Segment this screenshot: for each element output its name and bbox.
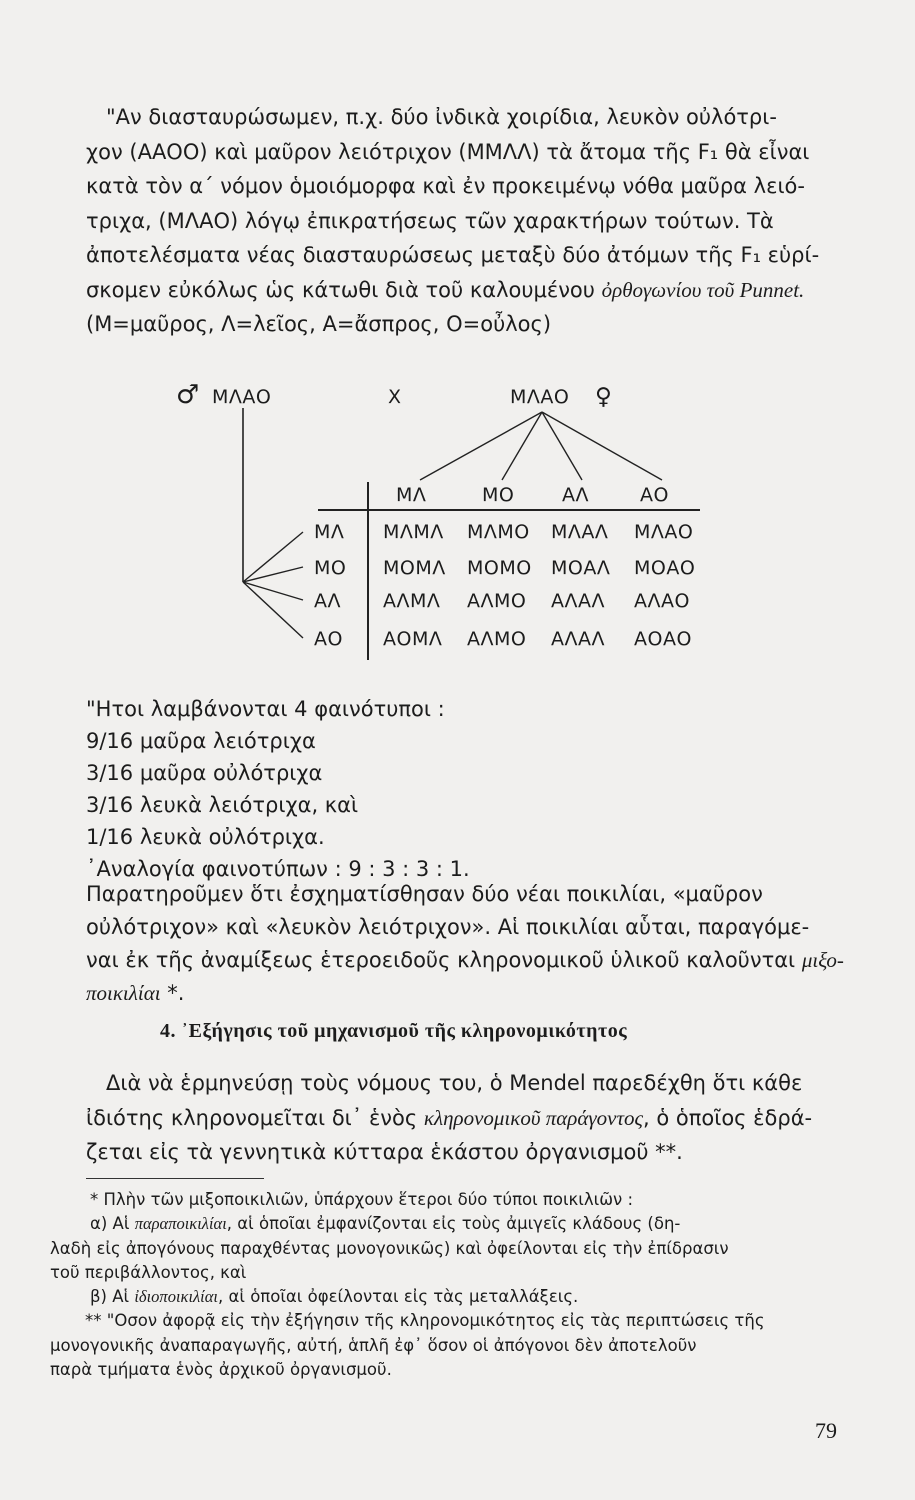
row-gamete: ΑΛ — [314, 590, 341, 612]
footnote-line: * Πλὴν τῶν μιξοποικιλιῶν, ὑπάρχουν ἕτεροι δύο τύποι ποικιλιῶν : — [90, 1190, 634, 1209]
text-line: χον (ΑΑΟΟ) καὶ μαῦρον λειότριχον (ΜΜΛΛ) τὰ ἄτομα τῆς F₁ θὰ εἶναι — [86, 139, 810, 164]
phenotype-results — [86, 693, 470, 885]
row-gamete: ΑΟ — [314, 628, 343, 650]
column-gamete: ΑΟ — [640, 484, 669, 506]
text-fragment: ναι ἐκ τῆς ἀναμίξεως ἑτεροειδοῦς κληρονομικοῦ ὑλικοῦ καλοῦνται — [86, 948, 796, 972]
result-item: 3/16 μαῦρα οὐλότριχα — [86, 761, 323, 785]
punnett-cell: ΜΟΑΟ — [634, 557, 696, 579]
text-line — [86, 273, 846, 308]
punnett-lines — [0, 360, 915, 680]
punnett-cell: ΜΟΑΛ — [551, 557, 611, 579]
punnett-cell: ΑΛΑΟ — [634, 590, 690, 612]
text-fragment: , αἱ ὁποῖαι ὀφείλονται εἰς τὰς μεταλλάξεις. — [218, 1287, 579, 1307]
page-number: 79 — [815, 1418, 837, 1443]
text-fragment: β) Αἱ — [90, 1287, 130, 1307]
female-symbol: ♀ — [595, 384, 613, 410]
italic-term: μιξο- — [801, 948, 844, 972]
footnote-line: μονογονικῆς ἀναπαραγωγῆς, αὐτή, ἁπλῆ ἐφ᾿ ὅσον οἱ ἀπόγονοι δὲν ἀποτελοῦν — [50, 1335, 697, 1355]
punnett-cell: ΑΛΑΛ — [551, 628, 605, 650]
text-line: οὐλότριχον» καὶ «λευκὸν λειότριχον». Αἱ ποικιλίαι αὗται, παραγόμε- — [86, 915, 810, 939]
row-gamete: ΜΛ — [314, 521, 345, 543]
italic-term: ἰδιοποικιλίαι — [134, 1287, 219, 1307]
footnotes — [50, 1188, 850, 1382]
footnote-line: λαδὴ εἰς ἀπογόνους παραχθέντας μονογονικῶς) καὶ ὀφείλονται εἰς τὴν ἐπίδρασιν — [50, 1238, 729, 1258]
column-gamete: ΜΟ — [482, 484, 515, 506]
section-heading: 4. ᾿Εξήγησις τοῦ μηχανισμοῦ τῆς κληρονομικότητος — [160, 1020, 628, 1042]
text-line: Παρατηροῦμεν ὅτι ἐσχηματίσθησαν δύο νέαι ποικιλίαι, «μαῦρον — [86, 882, 763, 906]
paragraph-varieties — [86, 878, 846, 1010]
text-line — [86, 944, 846, 977]
footnote-line: τοῦ περιβάλλοντος, καὶ — [50, 1262, 247, 1282]
text-line: τριχα, (ΜΛΑΟ) λόγῳ ἐπικρατήσεως τῶν χαρακτήρων τούτων. Τὰ — [86, 208, 774, 233]
ratio-line: ᾿Αναλογία φαινοτύπων : 9 : 3 : 3 : 1. — [86, 857, 470, 881]
text-line: ἀποτελέσματα νέας διασταυρώσεως μεταξὺ δύο ἀτόμων τῆς F₁ εὑρί- — [86, 243, 820, 267]
col-arrow-line — [542, 412, 582, 480]
punnett-cell: ΜΛΜΛ — [383, 521, 444, 543]
text-fragment: σκομεν εὐκόλως ὡς κάτωθι διὰ τοῦ καλουμένου — [86, 277, 595, 302]
row-gamete: ΜΟ — [314, 557, 347, 579]
result-item: 3/16 λευκὰ λειότριχα, καὶ — [86, 793, 359, 817]
punnett-cell: ΑΛΑΛ — [551, 590, 605, 612]
text-fragment: *. — [160, 981, 185, 1005]
italic-term: παραποικιλίαι — [134, 1214, 227, 1234]
paragraph-intro — [86, 100, 846, 342]
text-line: ζεται εἰς τὰ γεννητικὰ κύτταρα ἑκάστου ὀργανισμοῦ **. — [86, 1140, 683, 1164]
result-item: 9/16 μαῦρα λειότριχα — [86, 729, 316, 753]
male-genotype: ΜΛΑΟ — [212, 386, 272, 408]
text-fragment: , αἱ ὁποῖαι ἐμφανίζονται εἰς τοὺς ἀμιγεῖς κλάδους (δη- — [226, 1214, 681, 1234]
col-arrow-line — [502, 412, 542, 480]
punnett-cell: ΜΛΑΟ — [634, 521, 694, 543]
paragraph-mendel — [86, 1066, 846, 1170]
punnett-cell: ΑΛΜΛ — [383, 590, 441, 612]
italic-term: ποικιλίαι — [86, 981, 161, 1005]
text-line: "Αν διασταυρώσωμεν, π.χ. δύο ἰνδικὰ χοιρίδια, λευκὸν οὐλότρι- — [106, 105, 777, 129]
footnote-line: ** "Οσον ἀφορᾷ εἰς τὴν ἐξήγησιν τῆς κληρονομικότητος εἰς τὰς περιπτώσεις τῆς — [85, 1311, 765, 1331]
punnett-cell: ΑΛΜΟ — [467, 628, 527, 650]
column-gamete: ΜΛ — [396, 484, 427, 506]
punnett-cell: ΜΟΜΟ — [467, 557, 532, 579]
footnote-line — [50, 1285, 850, 1309]
italic-term: κληρονομικοῦ παράγοντος — [423, 1105, 644, 1130]
column-gamete: ΑΛ — [562, 484, 589, 506]
punnett-cell: ΜΛΑΛ — [551, 521, 609, 543]
punnett-cell: ΜΛΜΟ — [467, 521, 530, 543]
punnett-cell: ΑΛΜΟ — [467, 590, 527, 612]
result-item: 1/16 λευκὰ οὐλότριχα. — [86, 825, 325, 849]
cross-symbol: Χ — [388, 386, 402, 408]
col-arrow-line — [542, 412, 662, 480]
punnett-cell: ΑΟΑΟ — [634, 628, 692, 650]
text-line: Διὰ νὰ ἑρμηνεύσῃ τοὺς νόμους του, ὁ Mendel παρεδέχθη ὅτι κάθε — [106, 1071, 803, 1095]
male-symbol: ♂ — [176, 380, 200, 410]
punnett-diagram — [0, 360, 915, 680]
text-fragment: ἰδιότης κληρονομεῖται δι᾿ ἑνὸς — [86, 1105, 418, 1130]
text-fragment: , ὁ ὁποῖος ἑδρά- — [643, 1105, 813, 1130]
results-intro: "Ητοι λαμβάνονται 4 φαινότυποι : — [86, 697, 445, 721]
text-line — [86, 977, 846, 1010]
text-fragment: α) Αἱ — [90, 1214, 130, 1234]
text-line: κατὰ τὸν α΄ νόμον ὁμοιόμορφα καὶ ἐν προκειμένῳ νόθα μαῦρα λειό- — [86, 174, 805, 198]
punnett-cell: ΑΟΜΛ — [383, 628, 443, 650]
footnote-divider — [86, 1178, 264, 1179]
punnett-cell: ΜΟΜΛ — [383, 557, 446, 579]
text-line — [86, 1101, 846, 1136]
italic-term: ὀρθογωνίου τοῦ Punnet. — [601, 277, 805, 302]
female-genotype: ΜΛΑΟ — [510, 386, 570, 408]
legend-line: (Μ=μαῦρος, Λ=λεῖος, Α=ἄσπρος, Ο=οὖλος) — [86, 312, 552, 336]
footnote-line: παρὰ τμήματα ἑνὸς ἀρχικοῦ ὀργανισμοῦ. — [50, 1360, 392, 1380]
footnote-line — [50, 1212, 850, 1236]
col-arrow-line — [420, 412, 542, 480]
